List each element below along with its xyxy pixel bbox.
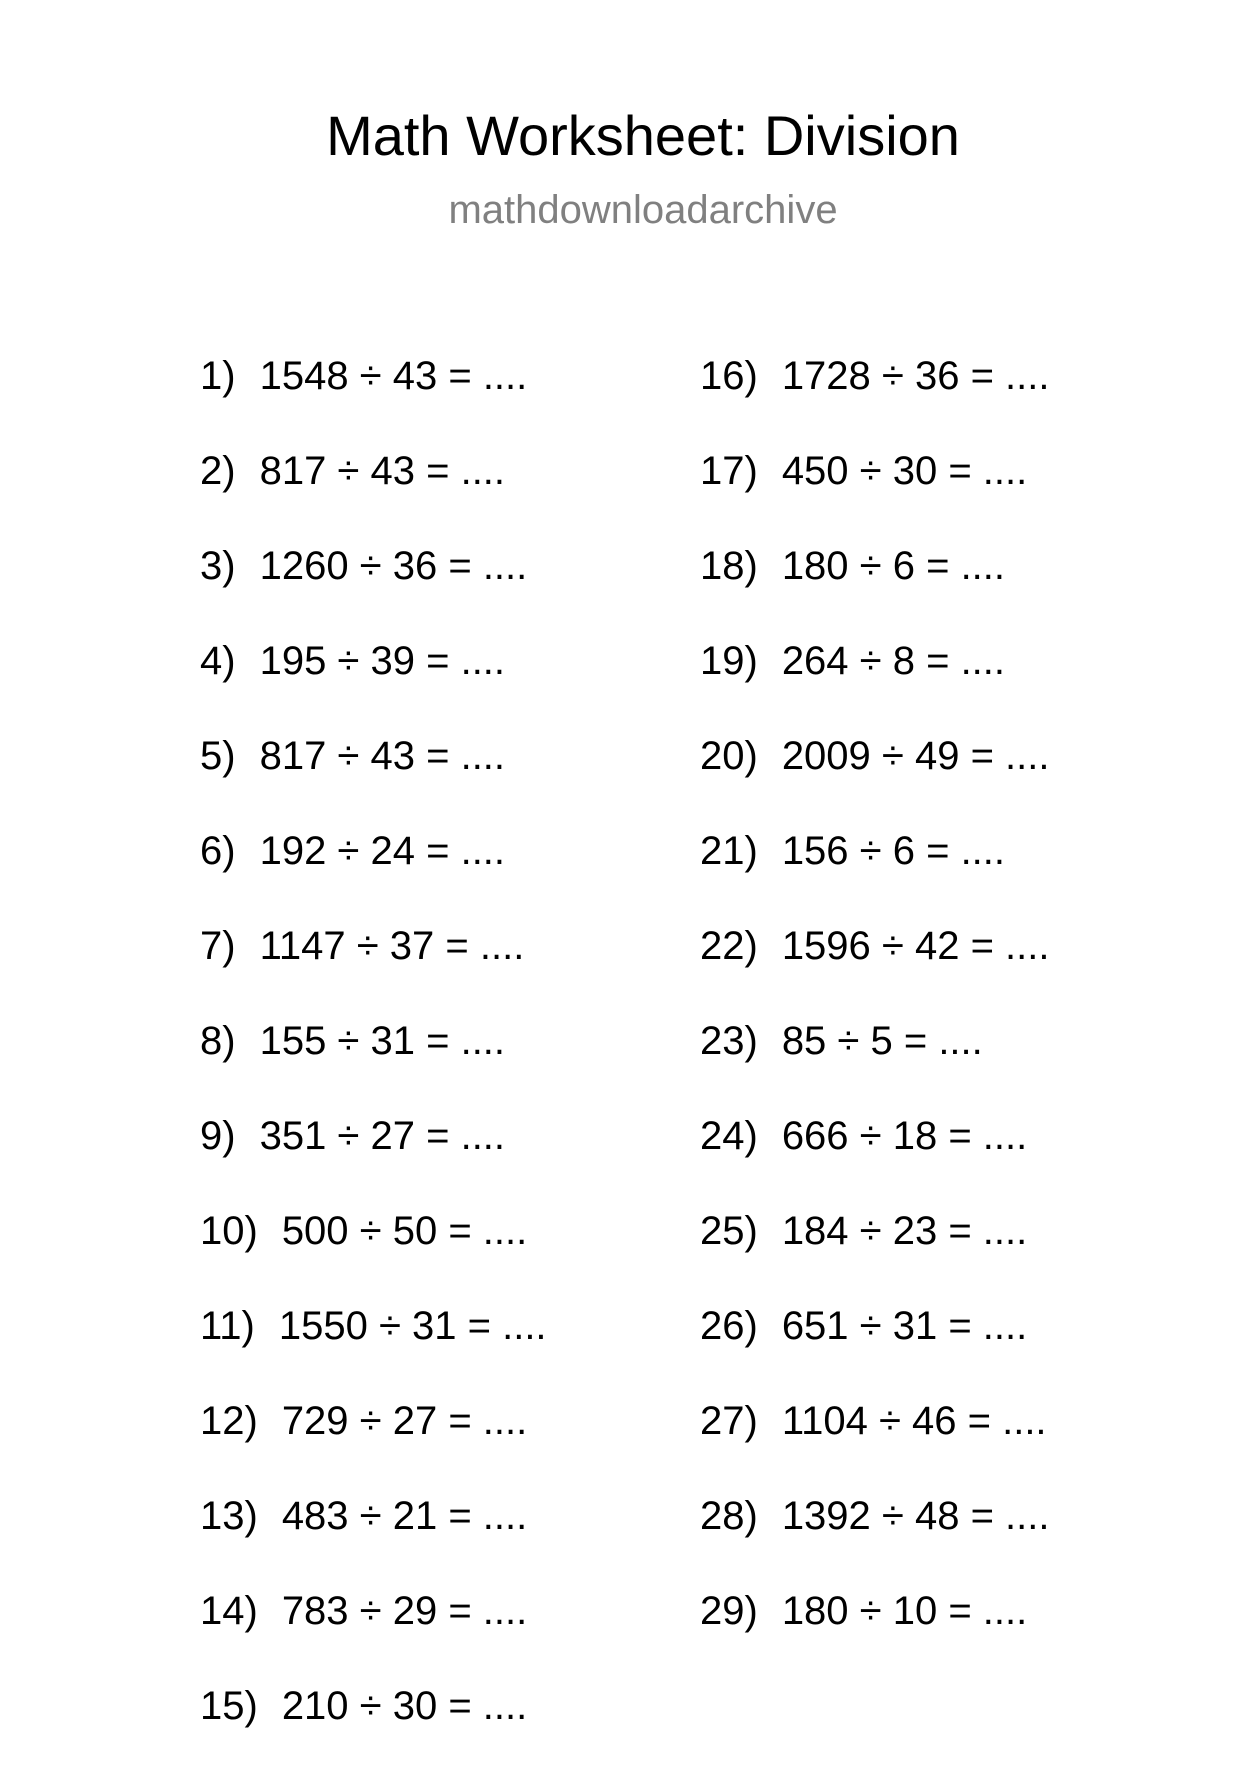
- problem-number: 19): [700, 639, 758, 683]
- problem-number: 26): [700, 1304, 758, 1348]
- problem-expression: 180 ÷ 6 = ....: [781, 544, 1006, 588]
- problem-expression: 666 ÷ 18 = ....: [781, 1114, 1028, 1158]
- problem-expression: 483 ÷ 21 = ....: [281, 1494, 528, 1538]
- problem-expression: 500 ÷ 50 = ....: [281, 1209, 528, 1253]
- problem-expression: 156 ÷ 6 = ....: [781, 829, 1006, 873]
- problem-item: [700, 1112, 1050, 1207]
- problem-column-left: [200, 352, 547, 1777]
- problem-item: [200, 637, 547, 732]
- problem-expression: 1104 ÷ 46 = ....: [781, 1399, 1047, 1443]
- problem-number: 11): [200, 1304, 255, 1348]
- problem-number: 15): [200, 1684, 258, 1728]
- problem-item: [200, 827, 547, 922]
- problem-expression: 155 ÷ 31 = ....: [259, 1019, 506, 1063]
- problem-item: [700, 827, 1050, 922]
- problem-number: 25): [700, 1209, 758, 1253]
- problem-expression: 1147 ÷ 37 = ....: [259, 924, 525, 968]
- problem-expression: 783 ÷ 29 = ....: [281, 1589, 528, 1633]
- problem-number: 6): [200, 829, 236, 873]
- problem-expression: 351 ÷ 27 = ....: [259, 1114, 506, 1158]
- problem-number: 2): [200, 449, 236, 493]
- problem-item: [700, 1587, 1050, 1682]
- problem-column-right: [700, 352, 1050, 1682]
- problem-expression: 184 ÷ 23 = ....: [781, 1209, 1028, 1253]
- problem-item: [200, 922, 547, 1017]
- problem-number: 24): [700, 1114, 758, 1158]
- problem-number: 16): [700, 354, 758, 398]
- problem-item: [200, 1397, 547, 1492]
- problem-expression: 651 ÷ 31 = ....: [781, 1304, 1028, 1348]
- problem-number: 17): [700, 449, 758, 493]
- problem-number: 5): [200, 734, 236, 778]
- problem-number: 12): [200, 1399, 258, 1443]
- problem-number: 28): [700, 1494, 758, 1538]
- problem-item: [200, 1302, 547, 1397]
- problem-expression: 450 ÷ 30 = ....: [781, 449, 1028, 493]
- problem-item: [700, 1397, 1050, 1492]
- problem-expression: 195 ÷ 39 = ....: [259, 639, 506, 683]
- problem-number: 7): [200, 924, 236, 968]
- problem-item: [700, 732, 1050, 827]
- problem-item: [700, 1492, 1050, 1587]
- problem-number: 21): [700, 829, 758, 873]
- problem-item: [200, 732, 547, 827]
- problem-item: [700, 637, 1050, 732]
- problem-expression: 192 ÷ 24 = ....: [259, 829, 506, 873]
- problem-number: 22): [700, 924, 758, 968]
- problem-item: [700, 542, 1050, 637]
- problem-number: 3): [200, 544, 236, 588]
- problem-item: [700, 922, 1050, 1017]
- problem-number: 1): [200, 354, 236, 398]
- problem-number: 13): [200, 1494, 258, 1538]
- problem-item: [700, 1017, 1050, 1112]
- problem-expression: 1596 ÷ 42 = ....: [781, 924, 1050, 968]
- problem-expression: 180 ÷ 10 = ....: [781, 1589, 1028, 1633]
- problem-item: [200, 1207, 547, 1302]
- problem-number: 27): [700, 1399, 758, 1443]
- problem-number: 14): [200, 1589, 258, 1633]
- problem-expression: 1728 ÷ 36 = ....: [781, 354, 1050, 398]
- problem-item: [700, 1302, 1050, 1397]
- problem-number: 20): [700, 734, 758, 778]
- problem-number: 9): [200, 1114, 236, 1158]
- page-title: Math Worksheet: Division: [326, 104, 960, 167]
- problem-expression: 817 ÷ 43 = ....: [259, 734, 506, 778]
- problem-number: 29): [700, 1589, 758, 1633]
- problem-expression: 1260 ÷ 36 = ....: [259, 544, 528, 588]
- problem-number: 23): [700, 1019, 758, 1063]
- problem-item: [200, 352, 547, 447]
- problem-item: [700, 352, 1050, 447]
- problem-item: [200, 1492, 547, 1587]
- problem-expression: 1392 ÷ 48 = ....: [781, 1494, 1050, 1538]
- page-subtitle: mathdownloadarchive: [448, 188, 838, 232]
- problem-expression: 817 ÷ 43 = ....: [259, 449, 506, 493]
- problem-number: 18): [700, 544, 758, 588]
- problem-number: 8): [200, 1019, 236, 1063]
- problem-expression: 1548 ÷ 43 = ....: [259, 354, 528, 398]
- problem-item: [200, 447, 547, 542]
- problem-item: [700, 447, 1050, 542]
- problem-number: 10): [200, 1209, 258, 1253]
- problem-item: [200, 1587, 547, 1682]
- problem-number: 4): [200, 639, 236, 683]
- problem-item: [200, 1017, 547, 1112]
- problem-item: [200, 1112, 547, 1207]
- problem-expression: 1550 ÷ 31 = ....: [278, 1304, 547, 1348]
- problem-expression: 729 ÷ 27 = ....: [281, 1399, 528, 1443]
- problem-item: [200, 542, 547, 637]
- problem-expression: 210 ÷ 30 = ....: [281, 1684, 528, 1728]
- problem-expression: 2009 ÷ 49 = ....: [781, 734, 1050, 778]
- problem-expression: 85 ÷ 5 = ....: [781, 1019, 983, 1063]
- problem-expression: 264 ÷ 8 = ....: [781, 639, 1006, 683]
- problem-item: [200, 1682, 547, 1777]
- problem-item: [700, 1207, 1050, 1302]
